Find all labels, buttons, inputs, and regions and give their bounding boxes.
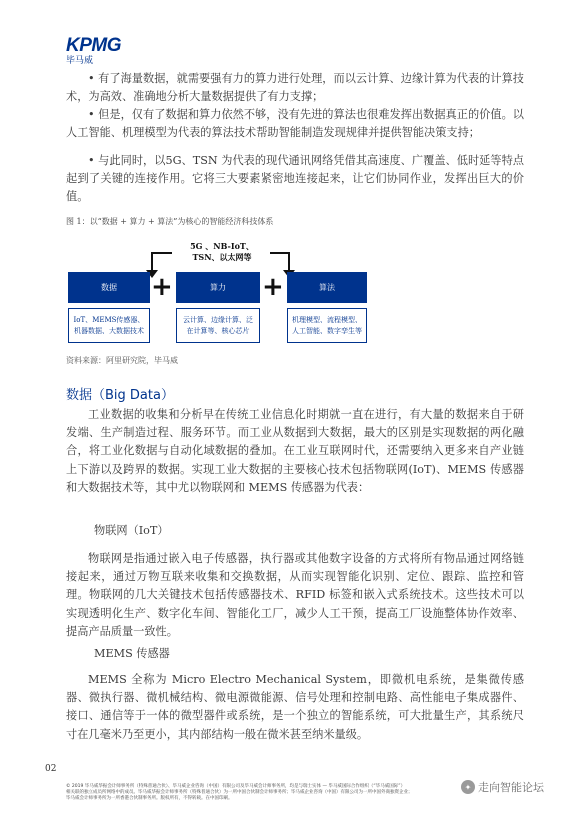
plus-sign-2: + xyxy=(262,272,284,302)
plus-sign-1: + xyxy=(151,272,173,302)
algorithm-description xyxy=(287,308,367,343)
wechat-icon: ✦ xyxy=(461,780,475,794)
data-desc-line-1: IoT、MEMS传感器、 xyxy=(73,315,145,324)
figure-source: 资料来源：阿里研究院，毕马威 xyxy=(66,356,178,365)
intro-paragraph-2: • 但是，仅有了数据和算力依然不够，没有先进的算法也很难发挥出数据真正的价值。以人工智能、机理模型为代表的算法技术帮助智能制造发现规律并提供智能决策支持； xyxy=(66,108,524,140)
algorithm-desc-line-1: 机理模型、流程模型、 xyxy=(292,315,362,324)
logo-subtitle: 毕马威 xyxy=(66,56,94,66)
network-label-line-2: TSN、以太网等 xyxy=(192,252,252,262)
footer-line-1: © 2019 毕马威华振会计师事务所（特殊普通合伙）、毕马威企业咨询（中国）有限公司及毕马威会计师事务所，均是与瑞士实体 — 毕马威国际合作组织（“毕马威国际”） xyxy=(66,784,406,789)
network-label-line-1: 5G 、NB-IoT、 xyxy=(190,241,254,251)
section-paragraph-3: MEMS 全称为 Micro Electro Mechanical System，即微机电系统，是集微传感器、微执行器、微机械结构、微电源微能源、信号处理和控制电路、高性能电子集成器件、接口、通信等于一体的微型器件或系统，是一个独立的智能系统，可大批量生产，其系统尺寸在几毫米乃至更小，其内部结构一般在微米甚至纳米量级。 xyxy=(66,673,524,741)
algorithm-desc-line-2: 人工智能、数字孪生等 xyxy=(292,326,362,335)
section-title: 数据（Big Data） xyxy=(66,388,174,403)
watermark-text: 走向智能论坛 xyxy=(478,781,544,794)
subheading-iot: 物联网（IoT） xyxy=(94,524,169,537)
data-desc-line-2: 机器数据、大数据技术 xyxy=(73,326,144,335)
algorithm-box: 算法 xyxy=(287,272,367,303)
page-number: 02 xyxy=(45,764,57,774)
logo-mark: KPMG xyxy=(66,35,121,56)
intro-paragraph-3: • 与此同时，以5G、TSN 为代表的现代通讯网络凭借其高速度、广覆盖、低时延等特点起到了关键的连接作用。它将三大要素紧密地连接起来，让它们协同作业，发挥出巨大的价值。 xyxy=(66,154,524,204)
section-paragraph-1: 工业数据的收集和分析早在传统工业信息化时期就一直在进行，有大量的数据来自于研发端、生产制造过程、服务环节。而工业从数据到大数据，最大的区别是实现数据的两化融合，将工业化数据与自动化域数据的叠加。在工业互联网时代，还需要纳入更多来自产业链上下游以及跨界的数据。实现工业大数据的主要核心技术包括物联网(IoT)、MEMS 传感器和大数据技术等，其中尤以物联网和 MEMS 传感器为代表： xyxy=(66,408,524,494)
data-box: 数据 xyxy=(68,272,150,303)
section-paragraph-2: 物联网是指通过嵌入电子传感器，执行器或其他数字设备的方式将所有物品通过网络链接起来，通过万物互联来收集和交换数据，从而实现智能化识别、定位、跟踪、监控和管理。物联网的几大关键技术包括传感器技术、RFID 标签和嵌入式系统技术。这些技术可以实现透明化生产、数字化车间、智能化工厂，减少人工干预，提高工厂设施整体协作效率、提高产品质量一致性。 xyxy=(66,552,524,638)
watermark xyxy=(461,779,544,795)
footer-line-3: 毕马威会计师事务所为一所香港合伙制事务所。版权所有，不得转载。在中国印刷。 xyxy=(66,796,233,801)
figure-caption: 图 1：以“数据 + 算力 + 算法”为核心的智能经济科技体系 xyxy=(66,217,274,226)
data-description xyxy=(68,308,150,343)
intro-paragraph-1: • 有了海量数据，就需要强有力的算力进行处理，而以云计算、边缘计算为代表的计算技术，为高效、准确地分析大量数据提供了有力支撑； xyxy=(66,72,524,104)
compute-desc-line-2: 在计算等、核心芯片 xyxy=(186,326,250,335)
subheading-mems: MEMS 传感器 xyxy=(94,647,170,660)
footer-line-2: 相关联的独立成员所网络中的成员。毕马威华振会计师事务所（特殊普通合伙）为一所中国合伙制会计师事务所；毕马威企业咨询（中国）有限公司为一所中国外商独资企业； xyxy=(66,790,413,795)
compute-description xyxy=(176,308,260,343)
compute-desc-line-1: 云计算、边缘计算、泛 xyxy=(183,315,253,324)
compute-box: 算力 xyxy=(176,272,260,303)
